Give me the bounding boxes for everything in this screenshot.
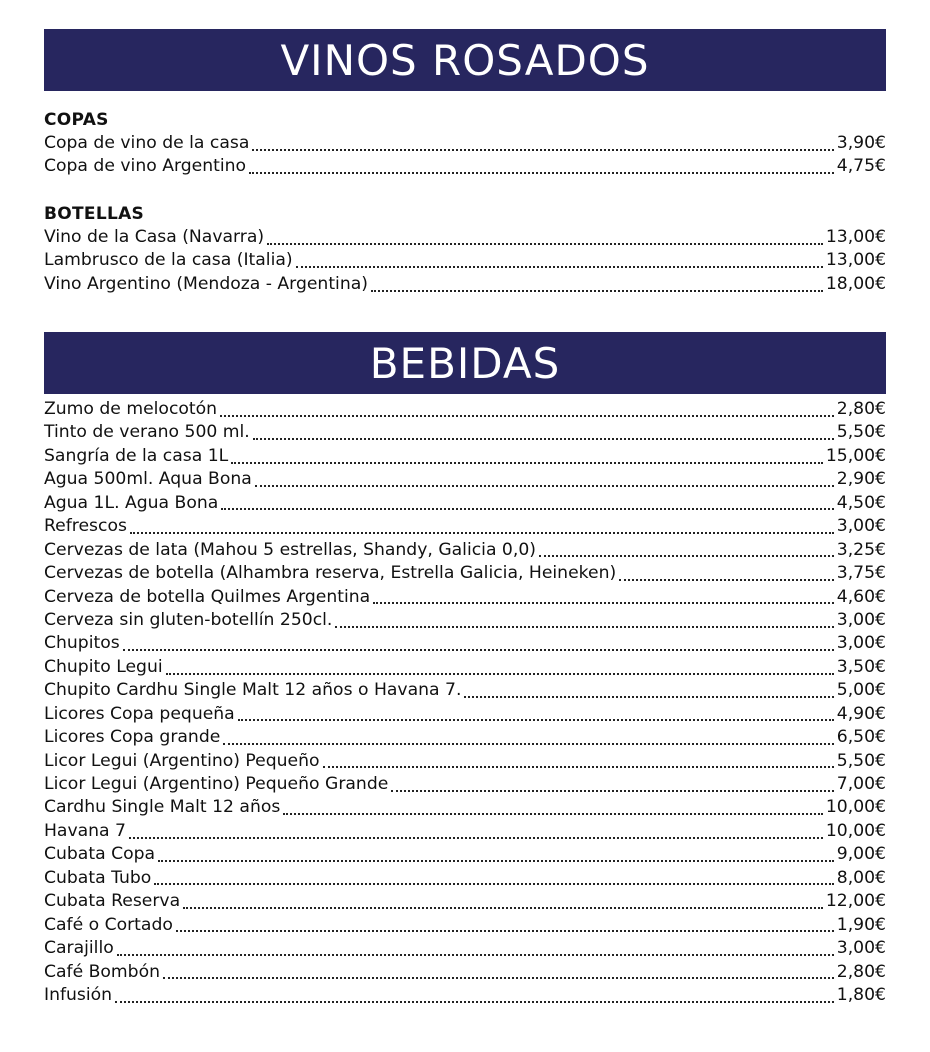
item-name: Cervezas de botella (Alhambra reserva, Estrella Galicia, Heineken) [44,563,617,584]
item-price: 2,80€ [836,399,886,419]
menu-item-row [44,155,886,178]
item-price: 10,00€ [825,820,886,841]
dot-leader [221,508,833,510]
item-name: Café o Cortado [44,914,173,935]
menu-item-row [44,820,886,843]
botellas-list [44,226,886,296]
item-name: Cerveza sin gluten-botellín 250cl. [44,609,333,630]
menu-item-row [44,632,886,655]
menu-item-row [44,796,886,819]
item-price: 4,75€ [836,156,886,177]
item-price: 5,00€ [836,680,886,701]
menu-item-row [44,843,886,866]
item-price: 3,00€ [836,633,886,654]
menu-item-row [44,421,886,444]
item-price: 3,75€ [836,563,886,584]
dot-leader [373,602,834,604]
dot-leader [252,149,833,151]
menu-item-row [44,703,886,726]
item-name: Zumo de melocotón [44,399,218,419]
menu-item-row [44,562,886,585]
menu-item-row [44,867,886,890]
dot-leader [129,837,823,839]
dot-leader [323,766,834,768]
item-name: Licor Legui (Argentino) Pequeño Grande [44,774,389,794]
menu-item-row [44,586,886,609]
item-name: Agua 500ml. Aqua Bona [44,469,252,490]
item-name: Cubata Copa [44,844,156,865]
menu-item-row [44,914,886,937]
menu-item-row [44,132,886,155]
dot-leader [296,266,823,268]
item-name: Cerveza de botella Quilmes Argentina [44,586,371,607]
bebidas-title: BEBIDAS [369,338,561,388]
item-price: 7,00€ [836,774,886,794]
dot-leader [255,485,834,487]
menu-item-row [44,656,886,679]
item-name: Lambrusco de la casa (Italia) [44,250,293,271]
item-price: 15,00€ [825,445,886,466]
item-name: Infusión [44,984,113,1005]
item-price: 5,50€ [836,422,886,443]
item-price: 13,00€ [825,250,886,271]
dot-leader [154,883,834,885]
item-price: 3,25€ [836,539,886,560]
dot-leader [464,696,833,698]
item-name: Cardhu Single Malt 12 años [44,797,281,818]
item-price: 9,00€ [836,844,886,865]
dot-leader [231,462,823,464]
dot-leader [117,954,834,956]
item-price: 13,00€ [825,227,886,247]
item-name: Cervezas de lata (Mahou 5 estrellas, Shandy, Galicia 0,0) [44,539,536,560]
item-name: Chupito Legui [44,656,163,677]
item-price: 2,90€ [836,469,886,490]
dot-leader [539,555,834,557]
item-price: 1,90€ [836,914,886,935]
menu-item-row [44,773,886,796]
item-price: 3,00€ [836,609,886,630]
item-price: 3,90€ [836,133,886,153]
dot-leader [158,860,834,862]
dot-leader [130,532,834,534]
vinos-rosados-banner [44,29,886,91]
item-name: Cubata Reserva [44,891,181,912]
menu-item-row [44,445,886,468]
copas-list [44,132,886,179]
menu-item-row [44,273,886,296]
copas-heading: COPAS [44,110,109,130]
dot-leader [391,790,833,792]
bebidas-banner [44,332,886,394]
item-price: 4,60€ [836,586,886,607]
item-name: Sangría de la casa 1L [44,445,229,466]
dot-leader [176,930,834,932]
dot-leader [163,977,834,979]
menu-item-row [44,984,886,1007]
menu-item-row [44,726,886,749]
dot-leader [283,813,823,815]
menu-item-row [44,398,886,421]
vinos-rosados-title: VINOS ROSADOS [280,35,650,85]
item-name: Carajillo [44,938,114,959]
item-name: Cubata Tubo [44,867,152,888]
item-name: Licores Copa pequeña [44,703,235,724]
item-name: Agua 1L. Agua Bona [44,492,219,513]
item-name: Café Bombón [44,961,160,982]
item-name: Copa de vino Argentino [44,156,247,177]
item-name: Licor Legui (Argentino) Pequeño [44,750,320,771]
menu-item-row [44,539,886,562]
bebidas-list [44,398,886,1007]
dot-leader [249,172,834,174]
item-price: 1,80€ [836,984,886,1005]
item-price: 8,00€ [836,867,886,888]
dot-leader [123,649,834,651]
dot-leader [115,1001,834,1003]
menu-item-row [44,890,886,913]
dot-leader [220,415,834,417]
item-price: 3,00€ [836,516,886,537]
menu-item-row [44,249,886,272]
menu-item-row [44,492,886,515]
item-name: Licores Copa grande [44,727,221,748]
menu-item-row [44,609,886,632]
item-name: Havana 7 [44,820,126,841]
item-price: 12,00€ [825,891,886,912]
item-price: 10,00€ [825,797,886,818]
dot-leader [253,438,834,440]
dot-leader [183,907,823,909]
menu-item-row [44,937,886,960]
menu-item-row [44,226,886,249]
item-name: Vino de la Casa (Navarra) [44,227,265,247]
item-price: 5,50€ [836,750,886,771]
dot-leader [166,673,834,675]
dot-leader [335,626,833,628]
menu-item-row [44,679,886,702]
dot-leader [238,719,834,721]
item-price: 4,50€ [836,492,886,513]
item-name: Chupitos [44,633,120,654]
menu-item-row [44,468,886,491]
item-price: 2,80€ [836,961,886,982]
dot-leader [267,243,823,245]
menu-item-row [44,750,886,773]
item-name: Refrescos [44,516,127,537]
dot-leader [223,743,833,745]
menu-item-row [44,515,886,538]
item-name: Chupito Cardhu Single Malt 12 años o Havana 7. [44,680,462,701]
item-price: 4,90€ [836,703,886,724]
item-name: Copa de vino de la casa [44,133,250,153]
item-name: Tinto de verano 500 ml. [44,422,250,443]
item-name: Vino Argentino (Mendoza - Argentina) [44,273,368,294]
menu-item-row [44,961,886,984]
item-price: 18,00€ [825,273,886,294]
item-price: 3,50€ [836,656,886,677]
dot-leader [619,579,834,581]
item-price: 3,00€ [836,938,886,959]
item-price: 6,50€ [836,727,886,748]
botellas-heading: BOTELLAS [44,204,145,224]
dot-leader [371,290,823,292]
